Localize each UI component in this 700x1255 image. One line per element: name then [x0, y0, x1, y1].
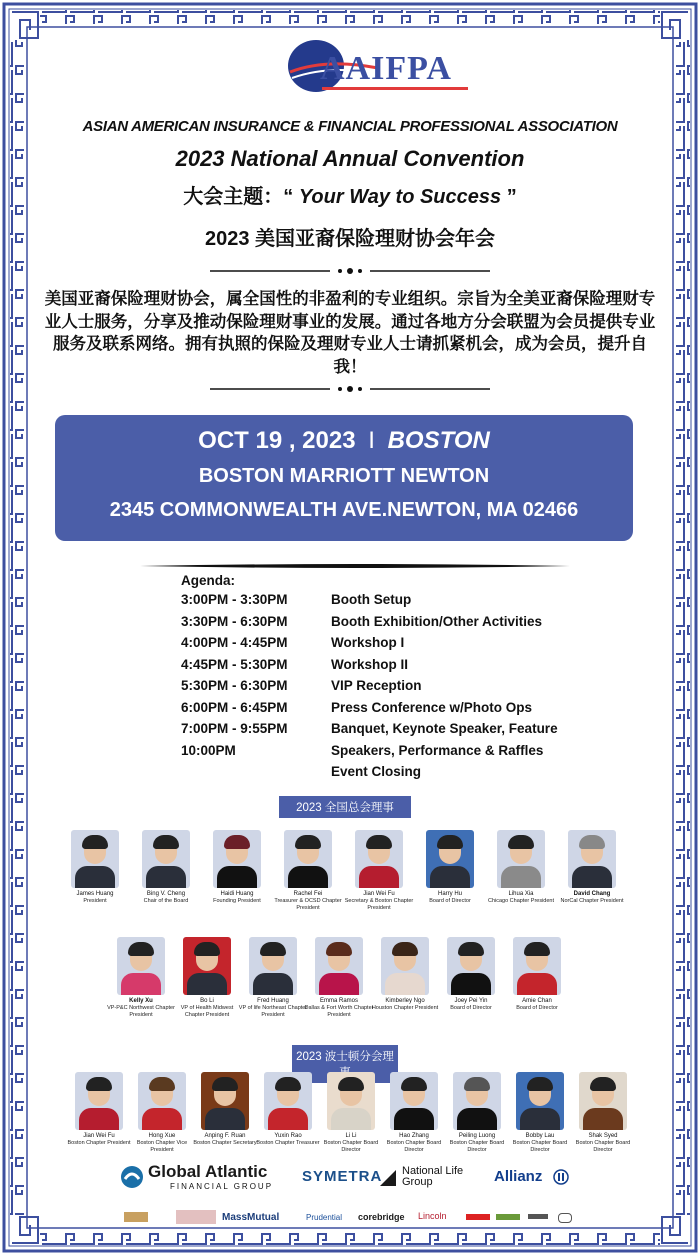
member-role: Board of Director — [429, 898, 471, 904]
member-role: VP of life Northeast Chapter President — [238, 1005, 308, 1018]
member-name: Yuxin Rao — [274, 1133, 302, 1139]
agenda-activity: Workshop I — [331, 635, 405, 650]
flyer-content — [20, 0, 680, 1255]
agenda-item — [181, 700, 601, 722]
member-name: Bobby Lau — [525, 1133, 555, 1139]
member-name: James Huang — [76, 891, 114, 897]
member-photo — [201, 1072, 249, 1130]
member-name: Harry Hu — [437, 891, 462, 897]
agenda-time: 6:00PM - 6:45PM — [181, 699, 288, 715]
board-member — [370, 937, 440, 1012]
association-introduction: 美国亚裔保险理财协会，属全国性的非盈利的专业组织。宗旨为全美亚裔保险理财专业人士服务，分享及推动保险理财事业的发展。通过各地方分会联盟为会员提供专业服务及联系网络。拥有执照的保险及理财专业人士请抓紧机会，成为会员，提升自我！ — [44, 290, 656, 376]
board-member — [253, 1072, 323, 1147]
sponsor-logo-small — [176, 1210, 216, 1224]
sponsor-logo-small — [528, 1214, 548, 1219]
member-photo — [117, 937, 165, 995]
member-photo — [516, 1072, 564, 1130]
member-name: Anping F. Ruan — [204, 1133, 246, 1139]
member-role: Treasurer & OCSD Chapter President — [274, 898, 342, 911]
member-name: Bo Li — [200, 998, 214, 1004]
member-photo — [513, 937, 561, 995]
member-name: Haidi Huang — [220, 891, 254, 897]
member-photo — [249, 937, 297, 995]
member-role: Chicago Chapter President — [487, 898, 555, 904]
event-address: 2345 COMMONWEALTH AVE.NEWTON, MA 02466 — [109, 499, 579, 521]
member-photo — [390, 1072, 438, 1130]
member-role: Board of Director — [450, 1005, 492, 1011]
theme-suffix: ” — [506, 186, 517, 208]
member-photo — [579, 1072, 627, 1130]
agenda-item — [181, 721, 601, 743]
board-member — [442, 1072, 512, 1154]
board-member — [568, 1072, 638, 1154]
event-city: BOSTON — [387, 427, 490, 454]
agenda-activity: VIP Reception — [331, 678, 422, 693]
member-name: Jian Wei Fu — [363, 891, 395, 897]
sponsor-logo-small — [466, 1214, 490, 1220]
agenda-activity: Booth Setup — [331, 592, 412, 607]
theme-prefix: 大会主题：“ — [183, 186, 294, 208]
ornament-divider-top — [210, 266, 490, 276]
agenda-time: 4:00PM - 4:45PM — [181, 635, 288, 650]
agenda-activity: Event Closing — [331, 764, 422, 779]
agenda-time: 10:00PM — [181, 742, 236, 758]
aaifpa-logo — [286, 38, 472, 94]
theme-english: Your Way to Success — [293, 186, 507, 208]
board-member — [415, 830, 485, 905]
member-photo — [71, 830, 119, 888]
board-member — [238, 937, 308, 1019]
member-name: Peiling Luong — [458, 1133, 496, 1139]
agenda-divider — [140, 562, 570, 570]
sponsor-national-life: National Life Group — [402, 1165, 464, 1188]
global-atlantic-icon — [120, 1165, 144, 1189]
event-date: OCT 19 , 2023 — [198, 427, 356, 454]
member-photo — [183, 937, 231, 995]
sponsor-logo-small — [124, 1212, 148, 1222]
board-member — [304, 937, 374, 1019]
agenda-activity: Banquet, Keynote Speaker, Feature — [331, 721, 558, 736]
event-date-line — [55, 427, 633, 455]
convention-title: 2023 National Annual Convention — [175, 146, 525, 171]
national-board-badge: 2023 全国总会理事 — [279, 796, 411, 818]
agenda-item — [181, 678, 601, 700]
board-member — [486, 830, 556, 905]
member-role: Boston Chapter President — [67, 1140, 131, 1146]
member-photo — [213, 830, 261, 888]
annual-meeting-title: 2023 美国亚裔保险理财协会年会 — [204, 228, 496, 250]
board-member — [64, 1072, 134, 1147]
agenda-item — [181, 743, 601, 765]
board-member — [127, 1072, 197, 1154]
member-name: Shak Syed — [588, 1133, 618, 1139]
agenda-activity: Speakers, Performance & Raffles — [331, 742, 544, 758]
agenda-time: 7:00PM - 9:55PM — [181, 721, 288, 736]
organization-name: ASIAN AMERICAN INSURANCE & FINANCIAL PROFESSIONAL ASSOCIATION — [82, 118, 618, 135]
sponsor-logo-small — [558, 1213, 572, 1223]
member-photo — [355, 830, 403, 888]
agenda-item — [181, 635, 601, 657]
member-name: Joey Pei Yin — [454, 998, 488, 1004]
board-member — [202, 830, 272, 905]
sponsor-prudential: Prudential — [306, 1213, 343, 1222]
member-name: Emma Ramos — [319, 998, 358, 1004]
member-name: Fred Huang — [257, 998, 289, 1004]
member-photo — [315, 937, 363, 995]
sponsor-global-atlantic: Global Atlantic — [148, 1162, 268, 1181]
member-role: Boston Chapter Board Director — [575, 1140, 631, 1153]
member-role: Founding President — [213, 898, 261, 904]
board-member — [557, 830, 627, 905]
agenda-time: 5:30PM - 6:30PM — [181, 678, 288, 693]
sponsor-massmutual: MassMutual — [222, 1212, 280, 1223]
member-role: Secretary & Boston Chapter President — [344, 898, 414, 911]
ornament-divider-bottom — [210, 384, 490, 394]
agenda-item — [181, 764, 601, 786]
member-photo — [568, 830, 616, 888]
member-photo — [75, 1072, 123, 1130]
board-member — [60, 830, 130, 905]
sponsor-logo-small — [496, 1214, 520, 1220]
member-photo — [327, 1072, 375, 1130]
member-photo — [453, 1072, 501, 1130]
member-role: Boston Chapter Treasurer — [256, 1140, 320, 1146]
member-role: VP-P&C Northwest Chapter President — [107, 1005, 175, 1018]
member-name: Lihua Xia — [508, 891, 534, 897]
minor-sponsors — [20, 1208, 680, 1228]
agenda-activity: Press Conference w/Photo Ops — [331, 699, 533, 715]
member-role: Boston Chapter Board Director — [386, 1140, 442, 1153]
member-role: Boston Chapter Board Director — [512, 1140, 568, 1153]
sponsor-lincoln: Lincoln — [418, 1211, 447, 1221]
boston-board-badge: 2023 波士顿分会理 — [292, 1045, 398, 1083]
agenda-item — [181, 592, 601, 614]
date-separator: I — [368, 427, 375, 454]
agenda-list — [181, 592, 601, 786]
member-name: Kelly Xu — [129, 998, 153, 1004]
member-photo — [426, 830, 474, 888]
convention-theme — [20, 180, 680, 209]
member-name: Amie Chan — [522, 998, 552, 1004]
agenda-item — [181, 657, 601, 679]
member-name: Kimberley Ngo — [385, 998, 425, 1004]
national-life-icon — [378, 1168, 398, 1188]
member-name: Li Li — [345, 1133, 357, 1139]
member-name: Bing V. Cheng — [146, 891, 186, 897]
member-photo — [497, 830, 545, 888]
member-role: Houston Chapter President — [371, 1005, 439, 1011]
member-role: Dallas & Fort Worth Chapter President — [304, 1005, 374, 1018]
member-photo — [447, 937, 495, 995]
member-role: Chair of the Board — [143, 898, 189, 904]
member-photo — [284, 830, 332, 888]
sponsor-allianz: Allianz — [494, 1168, 543, 1185]
logo-text: AAIFPA — [320, 50, 452, 87]
member-photo — [142, 830, 190, 888]
allianz-icon — [553, 1169, 569, 1185]
agenda-activity: Booth Exhibition/Other Activities — [331, 613, 543, 629]
agenda-time: 3:00PM - 3:30PM — [181, 592, 288, 607]
member-name: David Chang — [573, 891, 611, 897]
member-role: Board of Director — [516, 1005, 558, 1011]
board-member — [273, 830, 343, 912]
member-photo — [264, 1072, 312, 1130]
agenda-time: 4:45PM - 5:30PM — [181, 656, 288, 672]
member-name: Hao Zhang — [399, 1133, 429, 1139]
agenda-title: Agenda: — [181, 573, 235, 588]
board-member — [172, 937, 242, 1019]
board-member — [131, 830, 201, 905]
member-role: NorCal Chapter President — [560, 898, 624, 904]
member-name: Jian Wei Fu — [83, 1133, 115, 1139]
board-member — [436, 937, 506, 1012]
major-sponsors — [20, 1162, 680, 1194]
board-member — [106, 937, 176, 1019]
logo-underline — [322, 87, 468, 90]
member-role: Boston Chapter Secretary — [193, 1140, 257, 1146]
board-member — [379, 1072, 449, 1154]
member-photo — [138, 1072, 186, 1130]
board-member — [502, 937, 572, 1012]
sponsor-global-atlantic-sub: FINANCIAL GROUP — [170, 1182, 274, 1191]
agenda-time: 3:30PM - 6:30PM — [181, 613, 288, 629]
board-member — [316, 1072, 386, 1154]
agenda-item — [181, 614, 601, 636]
member-name: Hong Xue — [148, 1133, 176, 1139]
member-photo — [381, 937, 429, 995]
sponsor-symetra: SYMETRA — [302, 1168, 383, 1185]
member-name: Rachel Fei — [293, 891, 323, 897]
member-role: Boston Chapter Board Director — [323, 1140, 379, 1153]
event-venue: BOSTON MARRIOTT NEWTON — [198, 465, 490, 487]
member-role: Boston Chapter Board Director — [449, 1140, 505, 1153]
member-role: VP of Health Midwest Chapter President — [180, 1005, 234, 1018]
board-member — [190, 1072, 260, 1147]
board-member — [505, 1072, 575, 1154]
member-role: President — [83, 898, 107, 904]
event-info-box — [55, 415, 633, 541]
board-member — [344, 830, 414, 912]
sponsor-corebridge: corebridge — [358, 1212, 405, 1222]
member-role: Boston Chapter Vice President — [136, 1140, 188, 1153]
agenda-activity: Workshop II — [331, 656, 409, 672]
